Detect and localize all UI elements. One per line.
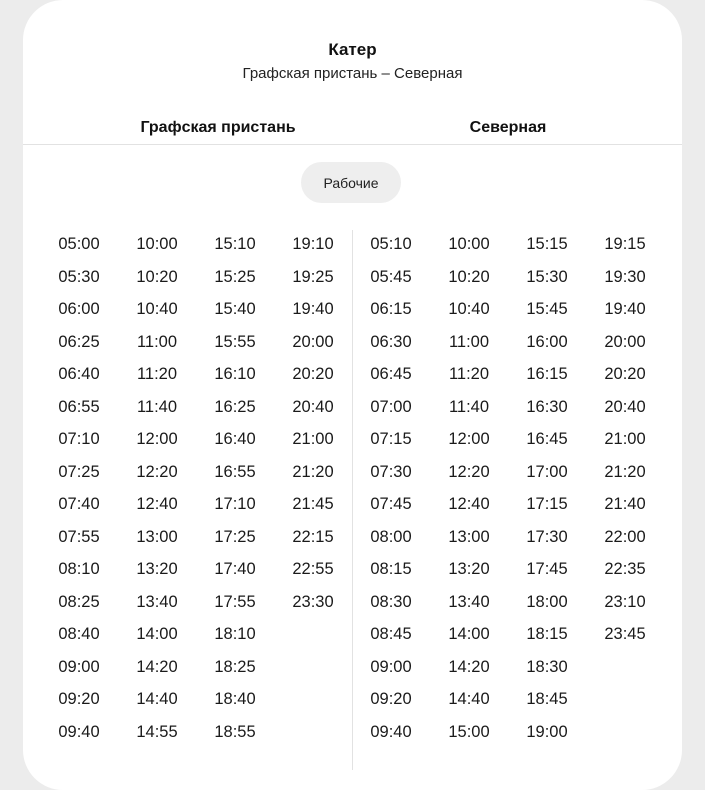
day-type-chip[interactable]: Рабочие (301, 162, 401, 203)
grafskaya-departure-time: 20:20 (292, 365, 334, 383)
grafskaya-departure-time: 19:10 (292, 235, 334, 253)
grafskaya-departure-time: 18:25 (214, 657, 256, 676)
severnaya-departure-time: 11:00 (448, 332, 490, 351)
grafskaya-departure-time: 05:30 (58, 267, 100, 286)
grafskaya-departure-time: 09:00 (58, 657, 100, 676)
grafskaya-departure-time: 21:45 (292, 495, 334, 513)
severnaya-departure-time: 14:20 (448, 657, 490, 676)
grafskaya-departure-time (274, 618, 352, 651)
grafskaya-departure-time: 15:25 (214, 267, 256, 286)
severnaya-departure-time: 19:15 (604, 235, 646, 253)
grafskaya-departure-time: 15:55 (214, 332, 256, 351)
grafskaya-departure-time: 20:00 (292, 332, 334, 351)
severnaya-departure-time: 22:00 (604, 527, 646, 546)
grafskaya-departure-time: 17:10 (214, 495, 256, 513)
severnaya-departure-time: 16:15 (526, 365, 568, 383)
route-subtitle: Графская пристань – Северная (242, 65, 463, 82)
severnaya-departure-time: 07:30 (370, 462, 412, 481)
grafskaya-departure-time: 14:20 (136, 657, 178, 676)
grafskaya-departure-time: 18:55 (214, 722, 256, 741)
grafskaya-departure-time: 08:40 (58, 625, 100, 643)
severnaya-departure-time: 18:45 (526, 690, 568, 708)
severnaya-departure-time: 18:30 (526, 657, 568, 676)
severnaya-departure-time (586, 651, 664, 684)
severnaya-departure-time: 06:30 (370, 332, 412, 351)
severnaya-departure-time: 12:20 (448, 462, 490, 481)
severnaya-departure-time: 08:15 (370, 560, 412, 578)
severnaya-departure-time: 18:00 (526, 592, 568, 611)
grafskaya-departure-time: 19:40 (292, 300, 334, 318)
severnaya-departure-time: 07:15 (370, 430, 412, 448)
severnaya-departure-time: 13:00 (448, 527, 490, 546)
severnaya-departure-time: 05:10 (370, 235, 412, 253)
grafskaya-departure-time: 05:00 (58, 235, 100, 253)
grafskaya-departure-time: 17:25 (214, 527, 256, 546)
page-title: Катер (328, 40, 377, 59)
severnaya-departure-time: 08:00 (370, 527, 412, 546)
grafskaya-departure-time: 10:40 (136, 300, 178, 318)
severnaya-departure-time: 20:40 (604, 397, 646, 416)
grafskaya-departure-time: 07:55 (58, 527, 100, 546)
grafskaya-departure-time: 21:00 (292, 430, 334, 448)
severnaya-departure-time: 17:30 (526, 527, 568, 546)
header-divider (23, 144, 682, 145)
severnaya-departure-time: 20:00 (604, 332, 646, 351)
column-header-grafskaya: Графская пристань (140, 119, 296, 136)
grafskaya-departure-time: 20:40 (292, 397, 334, 416)
grafskaya-departure-time: 15:40 (214, 300, 256, 318)
severnaya-departure-time: 16:45 (526, 430, 568, 448)
severnaya-departure-time: 16:00 (526, 332, 568, 351)
grafskaya-departure-time: 22:55 (292, 560, 334, 578)
grafskaya-departure-time: 16:10 (214, 365, 256, 383)
severnaya-departure-time: 09:40 (370, 722, 412, 741)
grafskaya-departure-time: 18:40 (214, 690, 256, 708)
grafskaya-departure-time: 08:10 (58, 560, 100, 578)
severnaya-departure-time: 21:00 (604, 430, 646, 448)
severnaya-departure-time: 08:45 (370, 625, 412, 643)
severnaya-departure-time: 19:00 (526, 722, 568, 741)
grafskaya-departure-time: 12:00 (136, 430, 178, 448)
grafskaya-departure-time: 23:30 (292, 592, 334, 611)
severnaya-departure-time: 20:20 (604, 365, 646, 383)
severnaya-departure-time: 15:30 (526, 267, 568, 286)
severnaya-departure-time: 13:20 (448, 560, 490, 578)
severnaya-departure-time: 07:45 (370, 495, 412, 513)
grafskaya-departure-time: 14:00 (136, 625, 178, 643)
grafskaya-departure-time: 12:20 (136, 462, 178, 481)
severnaya-departure-time: 09:00 (370, 657, 412, 676)
severnaya-departure-time: 13:40 (448, 592, 490, 611)
severnaya-departure-time: 17:15 (526, 495, 568, 513)
grafskaya-departure-time: 07:10 (58, 430, 100, 448)
severnaya-departure-time: 11:40 (448, 397, 490, 416)
grafskaya-departure-time: 06:25 (58, 332, 100, 351)
grafskaya-departure-time: 06:55 (58, 397, 100, 416)
grafskaya-departure-time: 21:20 (292, 462, 334, 481)
grafskaya-departure-time: 07:25 (58, 462, 100, 481)
severnaya-departure-time: 15:45 (526, 300, 568, 318)
column-header-severnaya: Северная (469, 119, 547, 136)
severnaya-departure-time: 14:00 (448, 625, 490, 643)
severnaya-departure-time: 16:30 (526, 397, 568, 416)
severnaya-departure-time: 10:40 (448, 300, 490, 318)
grafskaya-departure-time: 16:55 (214, 462, 256, 481)
severnaya-departure-time: 14:40 (448, 690, 490, 708)
grafskaya-departure-time (274, 651, 352, 684)
grafskaya-departure-time: 17:40 (214, 560, 256, 578)
grafskaya-departure-time: 16:25 (214, 397, 256, 416)
severnaya-departure-time: 05:45 (370, 267, 412, 286)
severnaya-departure-time: 10:00 (448, 235, 490, 253)
severnaya-departure-time: 07:00 (370, 397, 412, 416)
severnaya-departure-time: 08:30 (370, 592, 412, 611)
grafskaya-departure-time: 11:00 (136, 332, 178, 351)
severnaya-departure-time: 15:00 (448, 722, 490, 741)
grafskaya-departure-time: 11:20 (136, 365, 178, 383)
severnaya-departure-time: 22:35 (604, 560, 646, 578)
severnaya-departure-time: 09:20 (370, 690, 412, 708)
grafskaya-departure-time: 22:15 (292, 527, 334, 546)
grafskaya-departure-time: 14:40 (136, 690, 178, 708)
grafskaya-departure-time: 18:10 (214, 625, 256, 643)
severnaya-departure-time (586, 716, 664, 749)
severnaya-departure-time: 06:45 (370, 365, 412, 383)
severnaya-departure-time: 21:40 (604, 495, 646, 513)
grafskaya-departure-time: 06:40 (58, 365, 100, 383)
grafskaya-departure-time: 10:00 (136, 235, 178, 253)
grafskaya-departure-time (274, 716, 352, 749)
timetable-grafskaya (40, 228, 352, 748)
severnaya-departure-time: 15:15 (526, 235, 568, 253)
severnaya-departure-time: 18:15 (526, 625, 568, 643)
severnaya-departure-time: 23:45 (604, 625, 646, 643)
severnaya-departure-time: 23:10 (604, 592, 646, 611)
severnaya-departure-time: 17:00 (526, 462, 568, 481)
grafskaya-departure-time (274, 683, 352, 716)
grafskaya-departure-time: 07:40 (58, 495, 100, 513)
grafskaya-departure-time: 17:55 (214, 592, 256, 611)
severnaya-departure-time: 11:20 (448, 365, 490, 383)
severnaya-departure-time (586, 683, 664, 716)
schedule-card (23, 0, 682, 790)
grafskaya-departure-time: 13:20 (136, 560, 178, 578)
grafskaya-departure-time: 13:40 (136, 592, 178, 611)
grafskaya-departure-time: 12:40 (136, 495, 178, 513)
grafskaya-departure-time: 11:40 (136, 397, 178, 416)
severnaya-departure-time: 06:15 (370, 300, 412, 318)
grafskaya-departure-time: 09:20 (58, 690, 100, 708)
severnaya-departure-time: 21:20 (604, 462, 646, 481)
grafskaya-departure-time: 08:25 (58, 592, 100, 611)
severnaya-departure-time: 19:30 (604, 267, 646, 286)
grafskaya-departure-time: 14:55 (136, 722, 178, 741)
grafskaya-departure-time: 10:20 (136, 267, 178, 286)
grafskaya-departure-time: 06:00 (58, 300, 100, 318)
severnaya-departure-time: 10:20 (448, 267, 490, 286)
grafskaya-departure-time: 16:40 (214, 430, 256, 448)
severnaya-departure-time: 19:40 (604, 300, 646, 318)
severnaya-departure-time: 12:00 (448, 430, 490, 448)
timetable-severnaya (352, 228, 664, 748)
grafskaya-departure-time: 09:40 (58, 722, 100, 741)
grafskaya-departure-time: 19:25 (292, 267, 334, 286)
severnaya-departure-time: 12:40 (448, 495, 490, 513)
grafskaya-departure-time: 13:00 (136, 527, 178, 546)
grafskaya-departure-time: 15:10 (214, 235, 256, 253)
severnaya-departure-time: 17:45 (526, 560, 568, 578)
